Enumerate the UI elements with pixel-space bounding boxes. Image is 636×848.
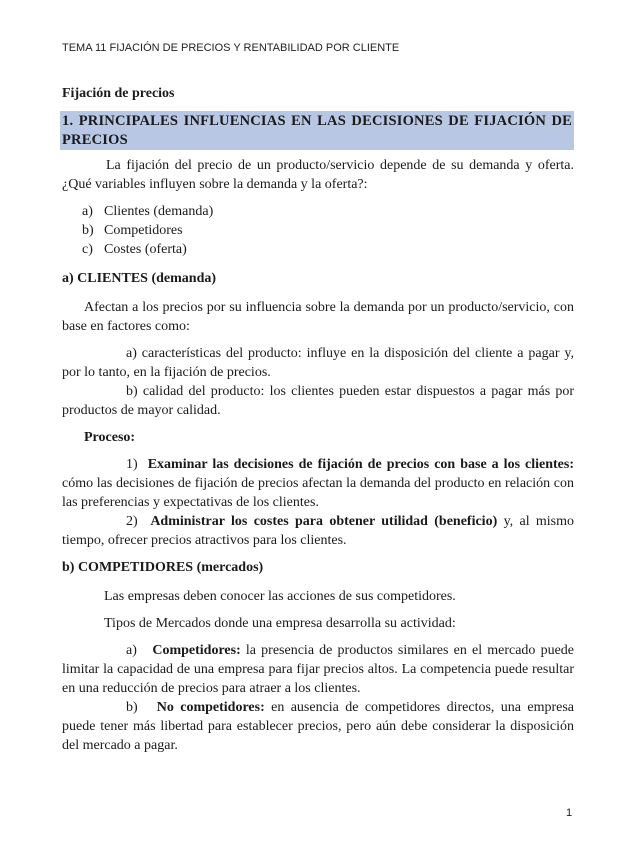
list-item-text: Costes (oferta)	[104, 242, 187, 257]
clientes-factor-b: b) calidad del producto: los clientes pueden estar dispuestos a pagar más por productos de mayor calidad.	[62, 384, 574, 418]
variables-list	[62, 202, 574, 259]
list-item-text: Clientes (demanda)	[104, 204, 214, 219]
item-bold-text: No competidores:	[156, 700, 265, 715]
step-text: cómo las decisiones de fijación de precios afectan la demanda del producto en relación con las preferencias y expectativas de los clientes.	[62, 476, 574, 510]
page-number: 1	[566, 807, 573, 819]
clientes-factor-a: a) características del producto: influye en la disposición del cliente a pagar y, por lo tanto, en la fijación de precios.	[62, 346, 574, 380]
step-text: y, al mismo tiempo, ofrecer precios atractivos para los clientes.	[62, 514, 575, 548]
step-bold-text: Examinar las decisiones de fijación de precios con base a los clientes:	[147, 457, 574, 472]
item-bold-text: Competidores:	[152, 643, 241, 658]
step-number: 2)	[126, 514, 138, 529]
competidores-heading: b) COMPETIDORES (mercados)	[62, 560, 264, 575]
competidores-line-1: Las empresas deben conocer las acciones de sus competidores.	[104, 589, 456, 604]
item-text: en ausencia de competidores directos, una empresa puede tener más libertad para establecer precios, pero aún debe considerar la disposición del mercado a pagar.	[62, 700, 575, 753]
proceso-step-1	[62, 455, 574, 512]
page-content	[62, 84, 574, 755]
step-number: 1)	[126, 457, 138, 472]
list-item-text: Competidores	[104, 223, 183, 238]
competidores-item-b	[62, 698, 574, 755]
list-item	[62, 221, 574, 240]
competidores-line-2: Tipos de Mercados donde una empresa desarrolla su actividad:	[104, 616, 456, 631]
proceso-step-2	[62, 512, 574, 550]
section-title: Fijación de precios	[62, 86, 175, 101]
competidores-item-a	[62, 641, 574, 698]
clientes-heading: a) CLIENTES (demanda)	[62, 271, 217, 286]
step-bold-text: Administrar los costes para obtener utilidad (beneficio)	[150, 514, 498, 529]
list-item	[62, 202, 574, 221]
item-marker: b)	[126, 700, 138, 715]
item-marker: a)	[126, 643, 137, 658]
clientes-intro: Afectan a los precios por su influencia sobre la demanda por un producto/servicio, con base en factores como:	[62, 300, 574, 334]
list-marker: c)	[82, 242, 93, 257]
proceso-label: Proceso:	[84, 430, 136, 445]
intro-paragraph: La fijación del precio de un producto/servicio depende de su demanda y oferta. ¿Qué variables influyen sobre la demanda y la oferta?:	[62, 158, 574, 192]
item-text: la presencia de productos similares en el mercado puede limitar la capacidad de una empresa para fijar precios altos. La competencia puede resultar en una reducción de precios para atraer a los clientes.	[62, 643, 575, 696]
list-marker: b)	[82, 223, 94, 238]
list-item	[62, 240, 574, 259]
page-header: TEMA 11 FIJACIÓN DE PRECIOS Y RENTABILIDAD POR CLIENTE	[62, 42, 400, 54]
list-marker: a)	[82, 204, 93, 219]
section-banner: 1. PRINCIPALES INFLUENCIAS EN LAS DECISIONES DE FIJACIÓN DE PRECIOS	[62, 113, 572, 148]
